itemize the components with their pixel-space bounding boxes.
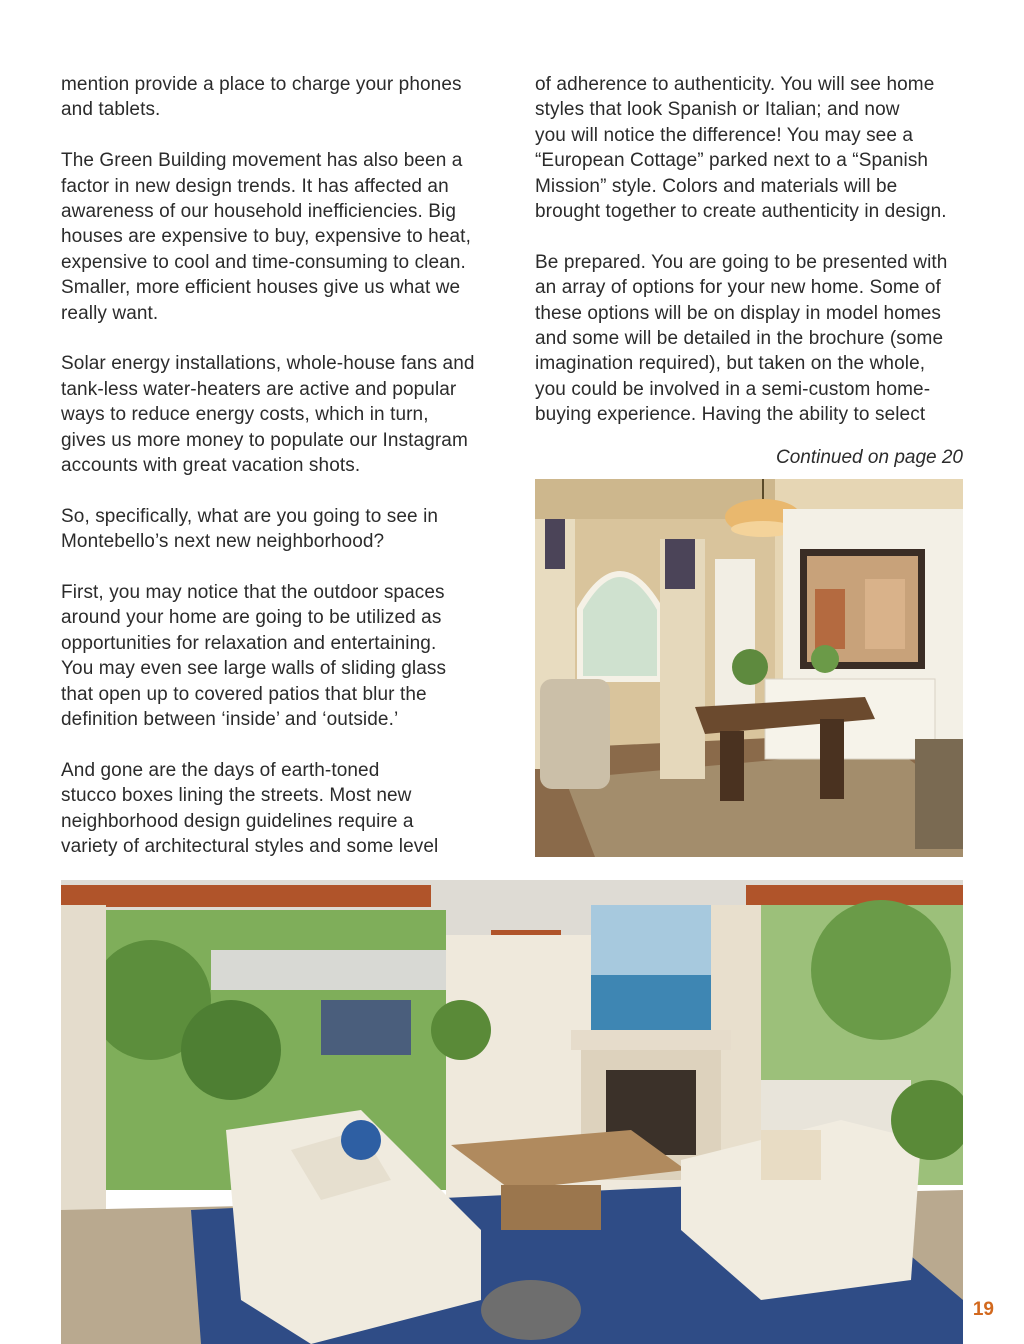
left-text-column [61, 72, 501, 885]
paragraph [61, 72, 501, 123]
text-line: accounts with great vacation shots. [61, 455, 361, 477]
text-line: So, specifically, what are you going to see in [61, 505, 439, 527]
text-line: “European Cottage” parked next to a “Spanish [535, 150, 929, 172]
text-line: opportunities for relaxation and entertaining. [61, 632, 437, 654]
text-line: You may even see large walls of sliding glass [61, 658, 447, 680]
text-line: Solar energy installations, whole-house fans and [61, 353, 475, 375]
text-line: definition between ‘inside’ and ‘outside.’ [61, 709, 399, 731]
paragraph [535, 250, 975, 428]
text-line: an array of options for your new home. Some of [535, 277, 941, 299]
text-line: And gone are the days of earth-toned [61, 759, 380, 781]
text-line: really want. [61, 302, 159, 324]
text-line: you could be involved in a semi-custom home- [535, 378, 931, 400]
covered-patio-photo [61, 880, 963, 1344]
text-line: that open up to covered patios that blur the [61, 683, 427, 705]
text-line: neighborhood design guidelines require a [61, 810, 414, 832]
text-line: factor in new design trends. It has affected an [61, 175, 449, 197]
text-line: you will notice the difference! You may see a [535, 124, 914, 146]
home-office-photo [535, 479, 963, 857]
text-line: Smaller, more efficient houses give us what we [61, 277, 461, 299]
text-line: The Green Building movement has also been a [61, 150, 463, 172]
text-line: imagination required), but taken on the whole, [535, 353, 926, 375]
paragraph [61, 148, 501, 326]
paragraph [61, 504, 501, 555]
text-line: Mission” style. Colors and materials will be [535, 175, 898, 197]
text-line: Montebello’s next new neighborhood? [61, 531, 385, 553]
text-line: ways to reduce energy costs, which in turn, [61, 404, 429, 426]
paragraph [61, 580, 501, 732]
home-office-illustration [535, 479, 963, 857]
text-line: gives us more money to populate our Instagram [61, 429, 468, 451]
text-line: First, you may notice that the outdoor spaces [61, 582, 445, 604]
text-line: these options will be on display in model homes [535, 302, 942, 324]
text-line: mention provide a place to charge your phones [61, 74, 462, 95]
text-line: styles that look Spanish or Italian; and now [535, 99, 900, 121]
text-line: awareness of our household inefficiencies. Big [61, 201, 457, 223]
paragraph [61, 758, 501, 860]
text-line: and some will be detailed in the brochure (some [535, 328, 944, 350]
text-line: tank-less water-heaters are active and popular [61, 378, 457, 400]
text-line: Be prepared. You are going to be presented with [535, 251, 948, 273]
text-line: buying experience. Having the ability to select [535, 404, 926, 426]
text-line: around your home are going to be utilized as [61, 607, 442, 629]
text-line: variety of architectural styles and some level [61, 836, 439, 858]
text-line: brought together to create authenticity in design. [535, 201, 947, 223]
paragraph [535, 72, 975, 224]
text-line: and tablets. [61, 99, 161, 121]
text-line: houses are expensive to buy, expensive to heat, [61, 226, 471, 248]
page-number: 19 [972, 1299, 994, 1320]
paragraph [61, 351, 501, 478]
text-line: of adherence to authenticity. You will see home [535, 74, 935, 95]
text-line: stucco boxes lining the streets. Most new [61, 785, 412, 807]
covered-patio-illustration [61, 880, 963, 1344]
right-text-column [535, 72, 975, 453]
continued-on-page-note: Continued on page 20 [776, 447, 963, 468]
text-line: expensive to cool and time-consuming to clean. [61, 251, 466, 273]
